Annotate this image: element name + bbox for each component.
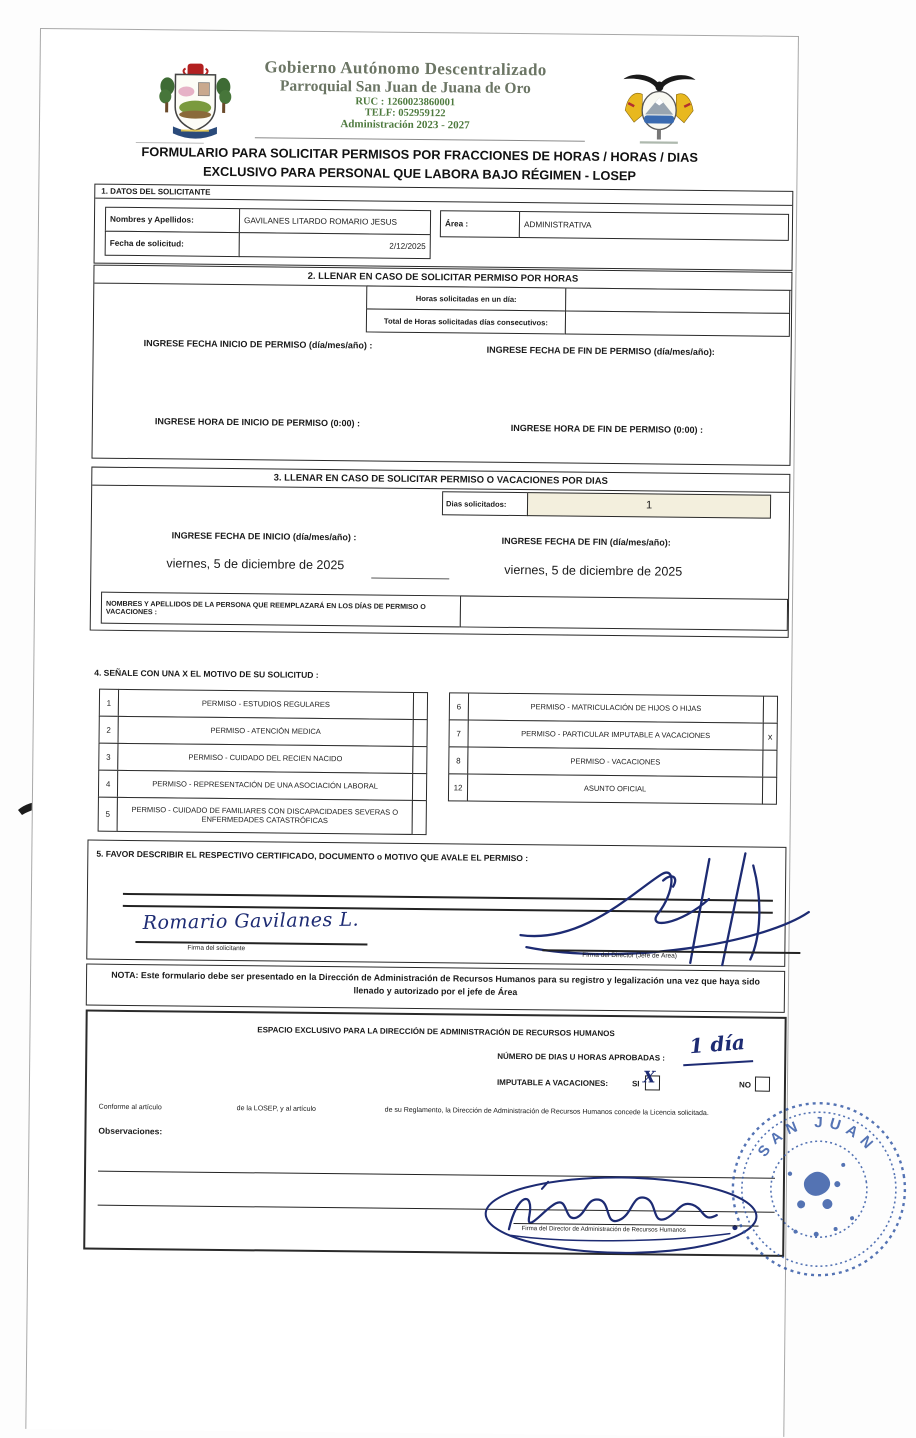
fecha-solicitud-value: 2/12/2025 [385, 242, 430, 251]
between-dates-line [371, 577, 449, 579]
ecuador-coat-of-arms-logo [612, 69, 708, 150]
scanned-page [25, 28, 799, 1437]
section4-title: 4. SEÑALE CON UNA X EL MOTIVO DE SU SOLICITUD : [94, 668, 318, 680]
fecha-inicio-prompt: INGRESE FECHA DE INICIO (día/mes/año) : [172, 530, 357, 542]
fecha-inicio-value: viernes, 5 de diciembre de 2025 [166, 556, 344, 572]
motivo-row: 5 PERMISO - CUIDADO DE FAMILIARES CON DISCAPACIDADES SEVERAS O ENFERMEDADES CATASTRÓFICAS [98, 798, 427, 835]
motivos-table-right [448, 693, 778, 804]
firma-solicitante-label: Firma del solicitante [187, 945, 245, 953]
rrhh-box [83, 1010, 786, 1257]
imputable-label: IMPUTABLE A VACACIONES: [497, 1078, 608, 1088]
motivo-row: 12 ASUNTO OFICIAL [448, 774, 777, 804]
motivo-row: 2 PERMISO - ATENCIÓN MEDICA [99, 717, 428, 747]
nombres-label: Nombres y Apellidos: [106, 215, 198, 225]
org-ruc: RUC : 1260023860001 [190, 95, 620, 111]
area-label: Área : [441, 219, 472, 228]
dias-solicitados-value: 1 [646, 499, 652, 511]
form-title-line1: FORMULARIO PARA SOLICITAR PERMISOS POR FRACCIONES DE HORAS / HORAS / DIAS [100, 142, 740, 168]
horas-dia-label: Horas solicitadas en un día: [416, 293, 517, 303]
fecha-solicitud-label: Fecha de solicitud: [106, 239, 188, 249]
section2-box [91, 265, 792, 466]
hora-fin-permiso-prompt: INGRESE HORA DE FIN DE PERMISO (0:00) : [511, 423, 703, 435]
fecha-inicio-permiso-prompt: INGRESE FECHA INICIO DE PERMISO (día/mes/año) : [144, 338, 373, 350]
motivo-row: 8 PERMISO - VACACIONES [448, 747, 777, 777]
dias-solicitados-label: Dias solicitados: [443, 499, 509, 509]
official-stamp [728, 1098, 910, 1280]
form-title [99, 142, 739, 187]
section1-box [94, 184, 794, 271]
motivo-row: 1 PERMISO - ESTUDIOS REGULARES [99, 690, 428, 720]
motivo-row: 3 PERMISO - CUIDADO DEL RECIEN NACIDO [98, 744, 427, 774]
nota-text: NOTA: Este formulario debe ser presentado en la Dirección de Administración de Recursos Humanos para su registro y legalización una vez que haya sido llenado y autorizado por el jefe de Área [87, 965, 784, 1002]
aprobadas-label: NÚMERO DE DIAS U HORAS APROBADAS : [497, 1052, 665, 1063]
aprobadas-ink-underline [683, 1060, 753, 1066]
observaciones-label: Observaciones: [98, 1126, 162, 1137]
hora-inicio-permiso-prompt: INGRESE HORA DE INICIO DE PERMISO (0:00) : [155, 416, 360, 428]
nota-box [86, 964, 785, 1013]
area-value: ADMINISTRATIVA [520, 220, 596, 230]
org-admin-period: Administración 2023 - 2027 [190, 117, 620, 134]
fecha-fin-value: viernes, 5 de diciembre de 2025 [504, 563, 682, 579]
form-title-line2: EXCLUSIVO PARA PERSONAL QUE LABORA BAJO RÉGIMEN - LOSEP [99, 161, 739, 187]
firma-rrhh-label: Firma del Director de Administración de Recursos Humanos [521, 1225, 685, 1234]
motivos-table-left [98, 690, 428, 835]
org-name-line1: Gobierno Autónomo Descentralizado [190, 57, 620, 82]
no-checkbox [755, 1077, 770, 1092]
fecha-fin-permiso-prompt: INGRESE FECHA DE FIN DE PERMISO (día/mes/año): [487, 345, 715, 357]
rrhh-title: ESPACIO EXCLUSIVO PARA LA DIRECCIÓN DE ADMINISTRACIÓN DE RECURSOS HUMANOS [87, 1012, 784, 1040]
section3-title: 3. LLENAR EN CASO DE SOLICITAR PERMISO O VACACIONES POR DIAS [92, 468, 789, 493]
si-label: SI [632, 1079, 640, 1088]
aprobadas-handwritten-value: 1 día [689, 1030, 746, 1058]
rrhh-director-signature [480, 1168, 766, 1263]
stamp-text: SAN JUAN [750, 1104, 881, 1175]
si-checkbox-mark: X [643, 1067, 656, 1086]
solicitante-signature-line [135, 941, 367, 945]
section2-title: 2. LLENAR EN CASO DE SOLICITAR PERMISO POR HORAS [94, 266, 791, 291]
motivo-row: 4 PERMISO - REPRESENTACIÓN DE UNA ASOCIACIÓN LABORAL [98, 771, 427, 801]
no-label: NO [739, 1080, 751, 1089]
solicitante-signature-script: Romario Gavilanes L. [142, 909, 359, 934]
firma-director-area-label: Firma del Director (Jefe de Área) [582, 952, 677, 960]
motivo-row: 6 PERMISO - MATRICULACIÓN DE HIJOS O HIJAS [449, 693, 778, 723]
section5-box [86, 840, 786, 967]
horas-total-label: Total de Horas solicitadas días consecutivos: [384, 316, 548, 327]
header-underline [255, 137, 585, 141]
reemplazo-label: NOMBRES Y APELLIDOS DE LA PERSONA QUE REEMPLAZARÁ EN LOS DÍAS DE PERMISO O VACACIONES : [102, 599, 460, 620]
conforme-text-1: Conforme al artículo [99, 1104, 162, 1112]
nombres-value: GAVILANES LITARDO ROMARIO JESUS [240, 216, 401, 227]
fecha-fin-prompt: INGRESE FECHA DE FIN (día/mes/año): [502, 536, 671, 548]
section5-title: 5. FAVOR DESCRIBIR EL RESPECTIVO CERTIFICADO, DOCUMENTO o MOTIVO QUE AVALE EL PERMISO : [96, 849, 528, 864]
conforme-text-3: de su Reglamento, la Dirección de Administración de Recursos Humanos concede la Licencia solicitada. [385, 1107, 709, 1117]
section3-box [90, 467, 791, 638]
org-telf: TELF: 052959122 [190, 106, 620, 122]
conforme-text-2: de la LOSEP, y al artículo [237, 1105, 316, 1113]
section1-title: 1. DATOS DEL SOLICITANTE [95, 185, 792, 206]
motivo-row: 7 PERMISO - PARTICULAR IMPUTABLE A VACACIONES x [448, 720, 777, 750]
org-name-line2: Parroquial San Juan de Juana de Oro [190, 77, 620, 100]
